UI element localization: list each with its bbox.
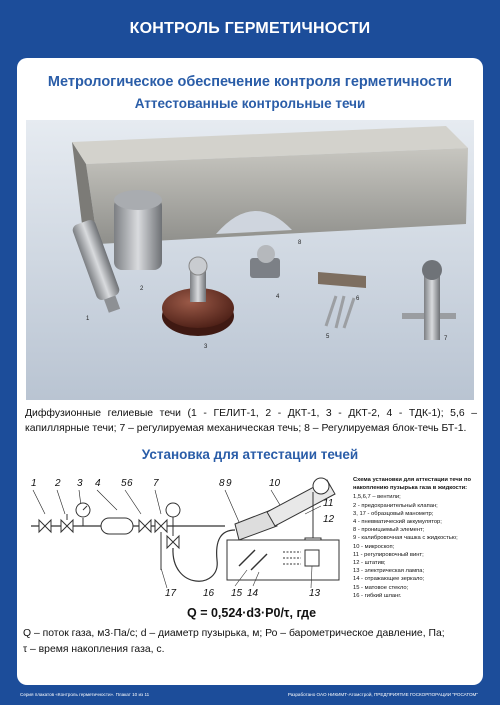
formula-note-line: Q – поток газа, м3·Па/с; d – диаметр пузырька, м; Ро – барометрическое давление, Па;: [23, 628, 445, 639]
photo-title: Аттестованные контрольные течи: [134, 96, 366, 111]
schematic-number: 7: [153, 478, 159, 489]
legend-item: 14 - отражающее зеркало;: [353, 576, 425, 583]
formula-notes: [23, 626, 478, 658]
schematic-number: 11: [323, 498, 334, 509]
schematic-number: 1: [31, 478, 37, 489]
poster-header: [0, 0, 500, 58]
legend-item: 1,5,6,7 – вентили;: [353, 494, 401, 501]
schematic-number: 12: [323, 514, 335, 525]
svg-text:7: 7: [444, 336, 448, 342]
svg-text:5: 5: [326, 334, 330, 340]
legend-item: 12 - штатив;: [353, 560, 386, 567]
content-panel: [17, 58, 483, 685]
poster-footer: [0, 688, 500, 705]
legend-title: Схема установки для аттестации течи по накоплению пузырька газа в жидкости:: [353, 477, 472, 492]
legend-item: 10 - микроскоп;: [353, 543, 395, 550]
leak-formula: Q = 0,524·d3·P0/τ, где: [187, 606, 317, 620]
legend-item: 4 - пневматический аккумулятор;: [353, 519, 442, 526]
svg-text:1: 1: [86, 316, 90, 322]
schematic-number: 2: [55, 478, 61, 489]
leaks-photo: [26, 120, 474, 448]
legend-item: 15 - матовое стекло;: [353, 584, 409, 591]
schematic-number: 13: [309, 588, 321, 599]
svg-text:4: 4: [276, 294, 280, 300]
legend-item: 16 - гибкий шланг.: [353, 592, 402, 599]
schematic-number: 3: [77, 478, 83, 489]
leaks-description: Диффузионные гелиевые течи (1 - ГЕЛИТ-1, 2 - ДКТ-1, 3 - ДКТ-2, 4 - ТДК-1); 5,6 – капиллярные течи; 7 – регулируемая механическая течь; 8 – Регулируемая блок-течь БТ-1.: [25, 408, 477, 434]
poster-title: КОНТРОЛЬ ГЕРМЕТИЧНОСТИ: [129, 20, 371, 37]
svg-text:6: 6: [356, 296, 360, 302]
legend-item: 11 - регулировочный винт;: [353, 551, 424, 558]
schematic-number: 14: [247, 588, 259, 599]
legend-item: 2 - предохранительный клапан;: [353, 502, 438, 509]
svg-text:3: 3: [204, 344, 208, 350]
schematic-number: 10: [269, 478, 281, 489]
formula-note-line: τ – время накопления газа, с.: [23, 644, 165, 655]
schematic-number: 8: [219, 478, 225, 489]
schematic-number: 6: [127, 478, 133, 489]
legend-item: 8 - проницаемый элемент;: [353, 527, 425, 534]
footer-developer: Разработано ОАО НИКИМТ-Атомстрой, ПРЕДПРИЯТИЕ ГОСКОРПОРАЦИИ "РОСАТОМ": [287, 692, 478, 697]
schematic-number: 9: [226, 478, 232, 489]
setup-schematic: [21, 470, 351, 620]
legend-item: 9 - калибровочная чашка с жидкостью;: [353, 535, 458, 542]
schematic-number: 4: [95, 478, 101, 489]
schematic-number: 16: [203, 588, 215, 599]
svg-text:2: 2: [140, 286, 144, 292]
schematic-number: 17: [165, 588, 177, 599]
svg-text:8: 8: [298, 240, 302, 246]
legend-item: 13 - электрическая лампа;: [353, 568, 425, 575]
section-subtitle: Метрологическое обеспечение контроля герметичности: [47, 74, 453, 90]
legend-item: 3, 17 - образцовый манометр;: [353, 510, 434, 517]
setup-title: Установка для аттестации течей: [141, 447, 359, 462]
footer-series: Серия плакатов «Контроль герметичности». Плакат 10 из 11: [20, 692, 150, 697]
schematic-number: 15: [231, 588, 243, 599]
schematic-legend: [353, 476, 481, 600]
schematic-number: 5: [121, 478, 127, 489]
